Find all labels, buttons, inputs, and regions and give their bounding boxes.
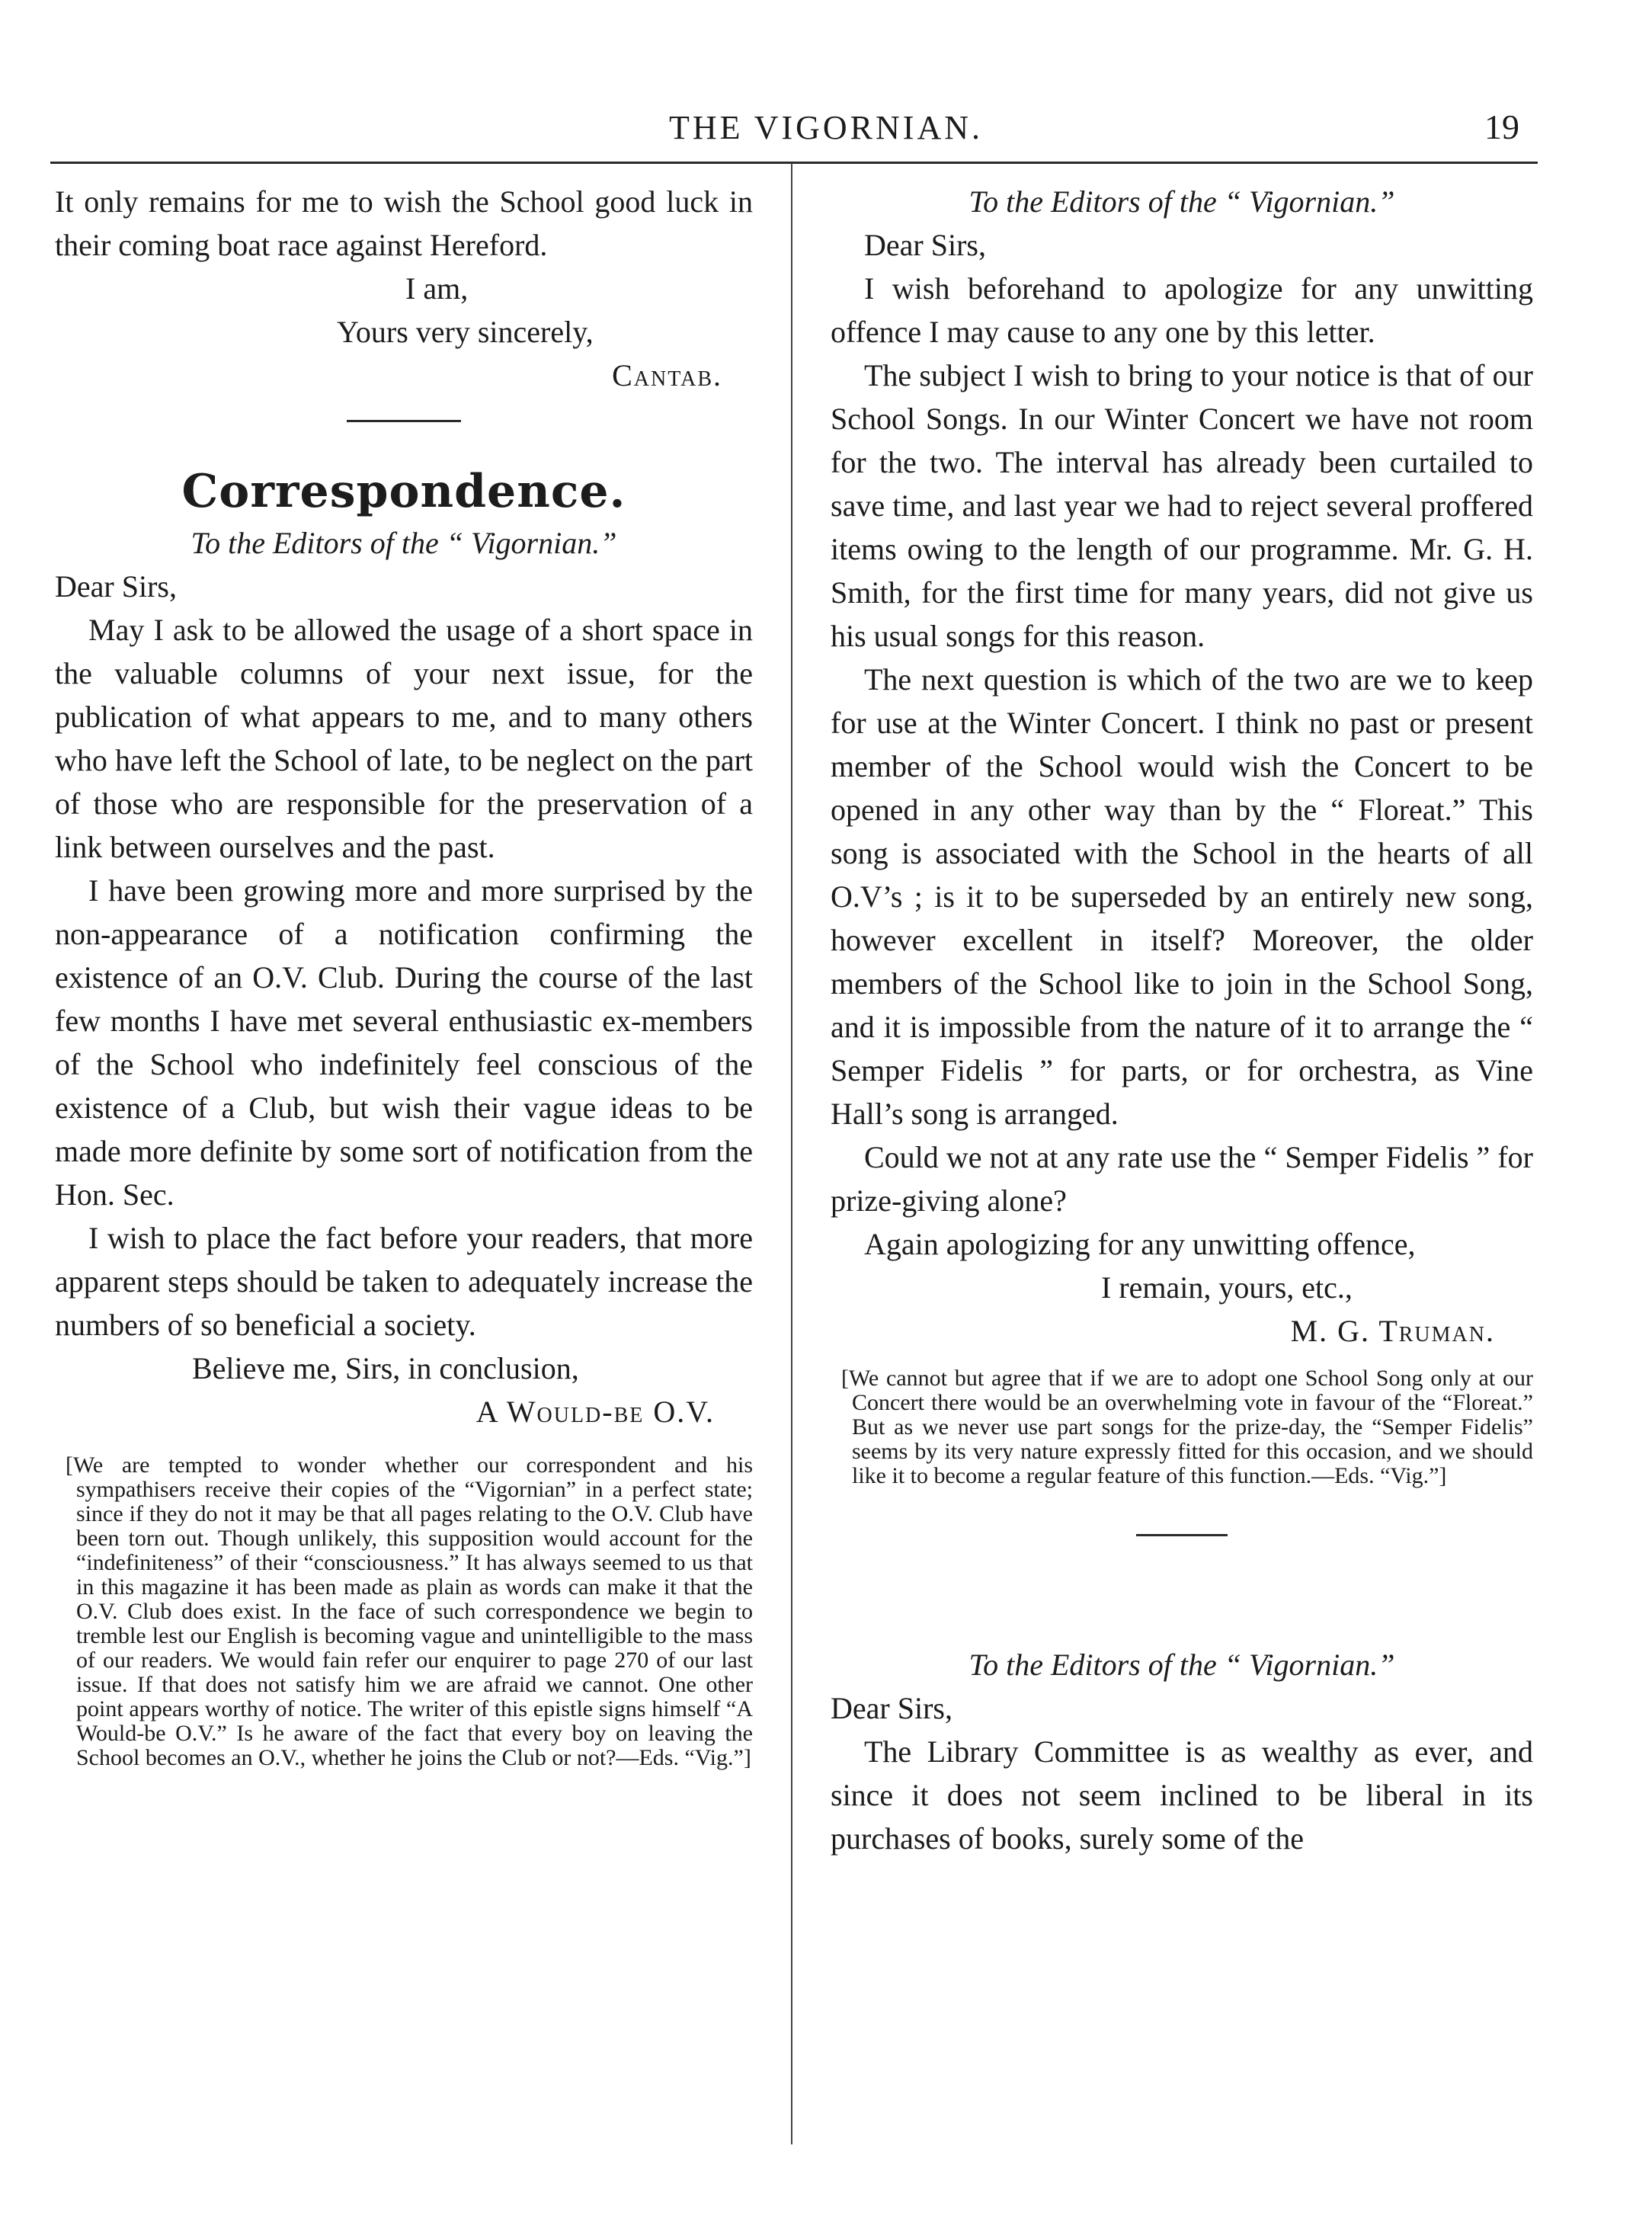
left-column [55, 180, 753, 1770]
letter2-salutation: Dear Sirs, [864, 228, 986, 262]
letter1-signature: A Would-be O.V. [475, 1395, 715, 1429]
letter1-closing: Believe me, Sirs, in conclusion, [192, 1351, 579, 1385]
letter2-closing-apology: Again apologizing for any unwitting offence, [864, 1227, 1416, 1261]
letter1-salutation: Dear Sirs, [55, 569, 177, 604]
letter3-editors-line: To the Editors of the “ Vigornian.” [968, 1648, 1395, 1682]
letter2-paragraph: Could we not at any rate use the “ Semper Fidelis ” for prize-giving alone? [831, 1140, 1533, 1218]
section-title: Correspondence. [181, 465, 626, 518]
letter2-editor-note: [We cannot but agree that if we are to adopt one School Song only at our Concert there would be an overwhelming vote in favour of the “Floreat.” But as we never use part songs for the prize-day, the “Semper Fidelis” seems by its very nature expressly fitted for this occasion, and we should like it to become a regular feature of this function.—Eds. “Vig.”] [841, 1366, 1533, 1488]
letter2-paragraph: The next question is which of the two are we to keep for use at the Winter Concert. I think no past or present member of the School would wish the Concert to be opened in any other way than by the “ Floreat.” This song is associated with the School in the hearts of all O.V’s ; is it to be superseded by an entirely new song, however excellent in itself? Moreover, the older members of the School like to join in the School Song, and it is impossible from the nature of it to arrange the “ Semper Fidelis ” for parts, or for orchestra, as Vine Hall’s song is arranged. [831, 662, 1533, 1131]
cantab-i-am: I am, [405, 271, 469, 306]
letter3-salutation: Dear Sirs, [831, 1691, 952, 1725]
letter2-editors-line: To the Editors of the “ Vigornian.” [968, 184, 1395, 219]
letter1-paragraph: I wish to place the fact before your readers, that more apparent steps should be taken to adequately increase the numbers of so beneficial a society. [55, 1221, 753, 1342]
letter1-editor-note: [We are tempted to wonder whether our correspondent and his sympathisers receive their copies of the “Vigornian” in a perfect state; since if they do not it may be that all pages relating to the O.V. Club have been torn out. Though unlikely, this supposition would account for the “indefiniteness” of their “consciousness.” It has always seemed to us that in this magazine it has been made as plain as words can make it that the O.V. Club does exist. In the face of such correspondence we begin to tremble lest our English is becoming vague and unintelligible to the mass of our readers. We would fain refer our enquirer to page 270 of our last issue. If that does not satisfy him we are afraid we cannot. One other point appears worthy of notice. The writer of this epistle signs himself “A Would-be O.V.” Is he aware of the fact that every boy on leaving the School becomes an O.V., whether he joins the Club or not?—Eds. “Vig.”] [66, 1452, 753, 1770]
column-divider [791, 163, 792, 2144]
cantab-signature: Cantab. [612, 358, 722, 392]
page-header [0, 0, 1652, 168]
header-rule [50, 162, 1538, 164]
letter1-paragraph: I have been growing more and more surprised by the non-appearance of a notification confirming the existence of an O.V. Club. During the course of the last few months I have met several enthusiastic ex-members of the School who indefinitely feel conscious of the existence of a Club, but wish their vague ideas to be made more definite by some sort of notification from the Hon. Sec. [55, 873, 753, 1212]
letter-divider [1136, 1534, 1228, 1536]
letter1-paragraph: May I ask to be allowed the usage of a short space in the valuable columns of your next issue, for the publication of what appears to me, and to many others who have left the School of late, to be neglect on the part of those who are responsible for the preservation of a link between ourselves and the past. [55, 613, 753, 864]
running-title: THE VIGORNIAN. [668, 109, 984, 146]
letter2-paragraph: The subject I wish to bring to your notice is that of our School Songs. In our Winter Concert we have not room for the two. The interval has already been curtailed to save time, and last year we had to reject several proffered items owing to the length of our programme. Mr. G. H. Smith, for the first time for many years, did not give us his usual songs for this reason. [831, 358, 1533, 653]
letter3-paragraph: The Library Committee is as wealthy as ever, and since it does not seem inclined to be liberal in its purchases of books, surely some of the [831, 1734, 1533, 1856]
letter2-signature: M. G. Truman. [1290, 1314, 1495, 1348]
letter2-closing-remain: I remain, yours, etc., [1101, 1270, 1353, 1305]
section-divider [347, 420, 461, 422]
right-column [831, 180, 1533, 1860]
letter1-editors-line: To the Editors of the “ Vigornian.” [190, 526, 617, 560]
page-number: 19 [1484, 107, 1519, 146]
letter2-paragraph: I wish beforehand to apologize for any unwitting offence I may cause to any one by this letter. [831, 271, 1533, 349]
cantab-yours: Yours very sincerely, [337, 315, 594, 349]
cantab-closing-paragraph: It only remains for me to wish the School good luck in their coming boat race against Hereford. [55, 184, 753, 262]
